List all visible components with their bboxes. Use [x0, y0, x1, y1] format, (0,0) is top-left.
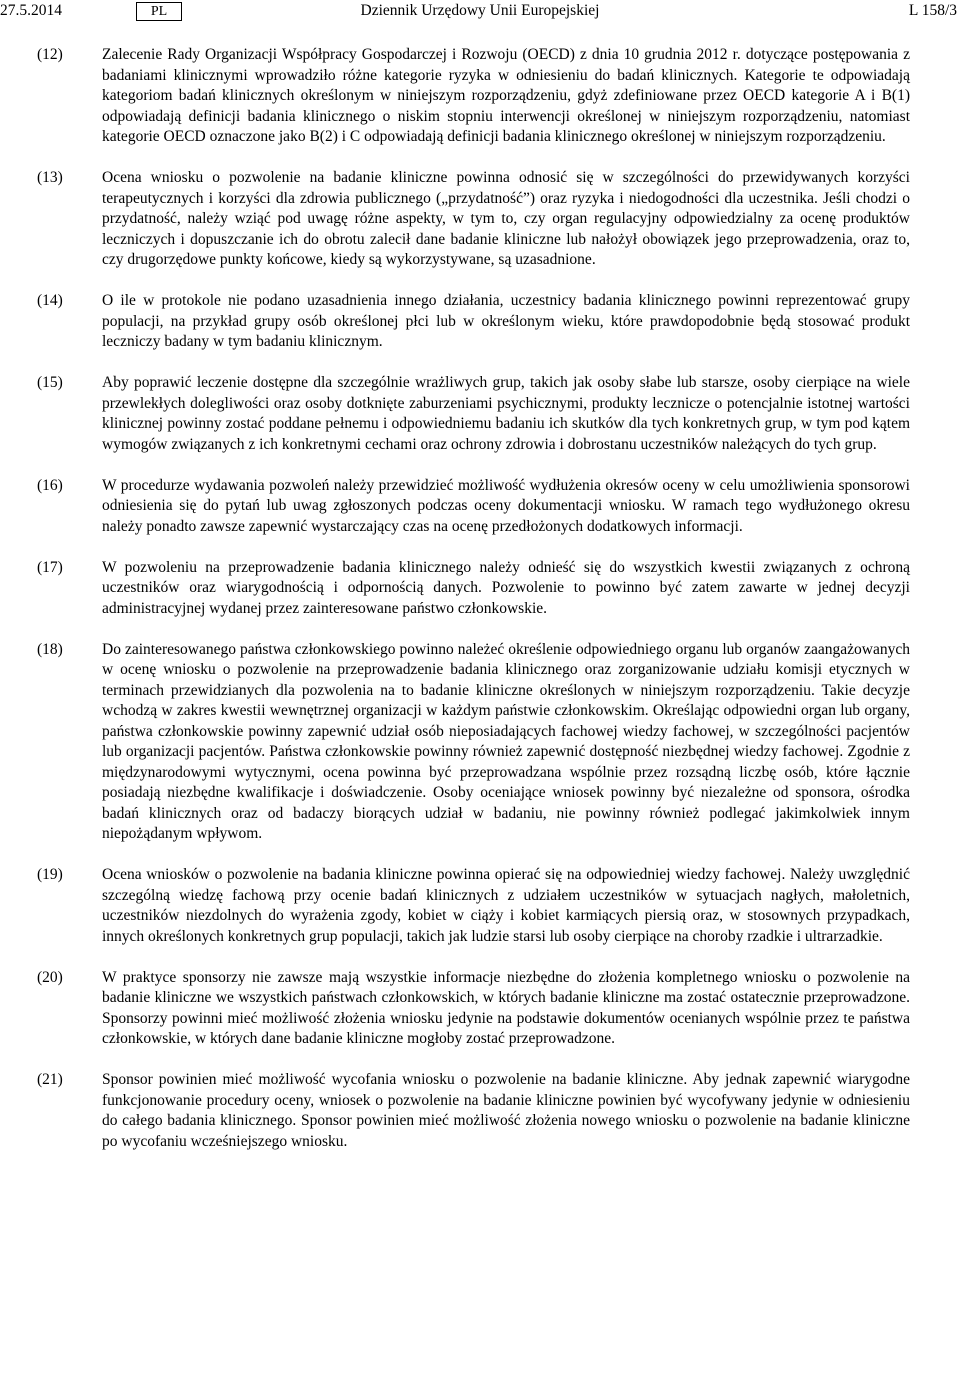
recital-text: W praktyce sponsorzy nie zawsze mają wszystkie informacje niezbędne do złożenia kompletnego wniosku o pozwolenie na badanie kliniczne we wszystkich państwach członkowskich, w których badanie kliniczne ma zostać ostatecznie przeprowadzone. Sponsorzy powinni mieć możliwość złożenia wniosku jedynie na podstawie dokumentów ocenianych wspólnie przez te państwa członkowskie, w których dane badanie kliniczne mogłoby zostać przeprowadzone. — [102, 968, 910, 1047]
recital-20 — [0, 968, 960, 1050]
recital-number: (16) — [37, 476, 63, 494]
recital-text: Zalecenie Rady Organizacji Współpracy Gospodarczej i Rozwoju (OECD) z dnia 10 grudnia 2012 r. dotyczące postępowania z badaniami klinicznymi wprowadziło różne kategorie ryzyka w odniesieniu do badań klinicznych. Kategorie te odpowiadają kategoriom badań klinicznych określonym w niniejszym rozporządzeniu, gdyż zdefiniowane przez OECD kategorie A i B(1) odpowiadają definicji badania klinicznego o niskim stopniu interwencji określonej w niniejszym rozporządzeniu, natomiast kategorie OECD oznaczone jako B(2) i C odpowiadają definicji badania klinicznego określonej w niniejszym rozporządzeniu. — [102, 46, 910, 145]
recital-number: (19) — [37, 866, 63, 883]
recital-text: Do zainteresowanego państwa członkowskiego powinno należeć określenie odpowiedniego organu lub organów zaangażowanych w ocenę wniosku o pozwolenie na przeprowadzenie badania klinicznego oraz zorganizowanie udziału komisji etycznych w terminach przewidzianych dla pozwolenia na to badanie kliniczne określonych w niniejszym rozporządzeniu. Takie decyzje wchodzą w zakres kwestii wewnętrznej organizacji w każdym państwie członkowskim. Określając odpowiedni organ lub organy, państwa członkowskie powinny zapewnić udział osób nieposiadających fachowej wiedzy fachowej, w szczególności pacjentów lub organizacji pacjentów. Państwa członkowskie powinny również zapewnić dostępność niezbędnej wiedzy fachowej. Zgodnie z międzynarodowymi wytycznymi, ocena powinna być przeprowadzana wspólnie przez rozsądną liczbę osób, które łącznie posiadają niezbędne kwalifikacje i doświadczenie. Osoby oceniające wniosek powinny być niezależne od sponsora, ośrodka badań klinicznych oraz od badaczy biorących udział w badaniu, nie powinny również podlegać jakimkolwiek innym niepożądanym wpływom. — [102, 640, 910, 842]
recital-13 — [0, 168, 960, 271]
recital-text: W pozwoleniu na przeprowadzenie badania klinicznego należy odnieść się do wszystkich kwestii związanych z ochroną uczestników oraz wiarygodnością i odpornością danych. Pozwolenie to powinno być zatem zawarte w jednej decyzji administracyjnej wydanej przez zainteresowane państwo członkowskie. — [102, 558, 910, 617]
recital-text: Aby poprawić leczenie dostępne dla szczególnie wrażliwych grup, takich jak osoby słabe lub starsze, osoby cierpiące na wiele przewlekłych dolegliwości oraz osoby dotknięte zaburzeniami psychicznymi, produkty lecznicze o potencjalnie istotnej wartości klinicznej powinny zostać poddane pełnemu i odpowiedniemu badaniu ich skutków dla tych konkretnych grup, w tym pod kątem wymogów związanych z ich konkretnymi cechami oraz ochrony zdrowia i dobrostanu uczestników należących do tych grup. — [102, 374, 910, 453]
recital-text: W procedurze wydawania pozwoleń należy przewidzieć możliwość wydłużenia okresów oceny w celu umożliwienia sponsorowi odniesienia się do pytań lub uwag zgłoszonych podczas oceny dokumentacji wniosku. W ramach tego wydłużonego okresu należy ponadto zawsze zapewnić wystarczający czas na ocenę przedłożonych dodatkowych informacji. — [102, 476, 910, 535]
journal-title: Dziennik Urzędowy Unii Europejskiej — [360, 2, 600, 19]
page-reference: L 158/3 — [908, 2, 957, 19]
recital-19 — [0, 865, 960, 947]
recital-12 — [0, 45, 960, 148]
recital-number: (21) — [37, 1071, 63, 1088]
recital-number: (14) — [37, 292, 63, 309]
recital-number: (18) — [37, 640, 63, 658]
recital-text: Ocena wniosku o pozwolenie na badanie kliniczne powinna odnosić się w szczególności do przewidywanych korzyści terapeutycznych i korzyści dla zdrowia publicznego („przydatność”) oraz ryzyka i niedogodności dla uczestnika. Jeśli chodzi o przydatność, należy wziąć pod uwagę różne aspekty, w tym to, czy organ regulacyjny odpowiedzialny za ocenę produktów leczniczych i dopuszczanie ich do obrotu zalecił dane badanie kliniczne lub nałożył obowiązek jego przeprowadzenia, oraz to, czy drugorzędowe punkty końcowe, kiedy są wykorzystywane, są uzasadnione. — [102, 169, 910, 268]
recital-16 — [0, 476, 960, 538]
recital-14 — [0, 291, 960, 353]
recital-number: (15) — [37, 374, 63, 391]
recital-text: Ocena wniosków o pozwolenie na badania kliniczne powinna opierać się na odpowiedniej wiedzy fachowej. Należy uwzględnić szczególną wiedzę fachową przy ocenie badań klinicznych z udziałem uczestników w sytuacjach nagłych, małoletnich, uczestników niezdolnych do wyrażenia zgody, kobiet w ciąży i kobiet karmiących piersią oraz, w stosownych przypadkach, innych określonych konkretnych grup populacji, takich jak ludzie starsi lub osoby cierpiące na choroby rzadkie i ultrarzadkie. — [102, 866, 910, 945]
recital-15 — [0, 373, 960, 455]
recital-text: Sponsor powinien mieć możliwość wycofania wniosku o pozwolenie na badanie kliniczne. Aby jednak zapewnić wiarygodne funkcjonowanie procedury oceny, wniosek o pozwolenie na badanie kliniczne powinien być wycofywany jedynie w odniesieniu do całego badania klinicznego. Sponsor powinien mieć możliwość złożenia nowego wniosku o pozwolenie na badanie kliniczne po wycofaniu wcześniejszego wniosku. — [102, 1071, 910, 1150]
recital-number: (17) — [37, 558, 63, 576]
publication-date: 27.5.2014 — [0, 2, 62, 19]
recital-17 — [0, 558, 960, 620]
recital-18 — [0, 640, 960, 845]
document-body — [0, 45, 960, 1173]
language-badge: PL — [136, 2, 182, 21]
recital-number: (13) — [37, 169, 63, 186]
recital-text: O ile w protokole nie podano uzasadnienia innego działania, uczestnicy badania klinicznego powinni reprezentować grupy populacji, na przykład grupy osób określonej płci lub w określonym wieku, które prawdopodobnie będą stosować produkt leczniczy badany w tym badaniu klinicznym. — [102, 292, 910, 350]
page-header — [0, 0, 960, 22]
recital-number: (20) — [37, 968, 63, 986]
recital-21 — [0, 1070, 960, 1152]
recital-number: (12) — [37, 46, 63, 63]
